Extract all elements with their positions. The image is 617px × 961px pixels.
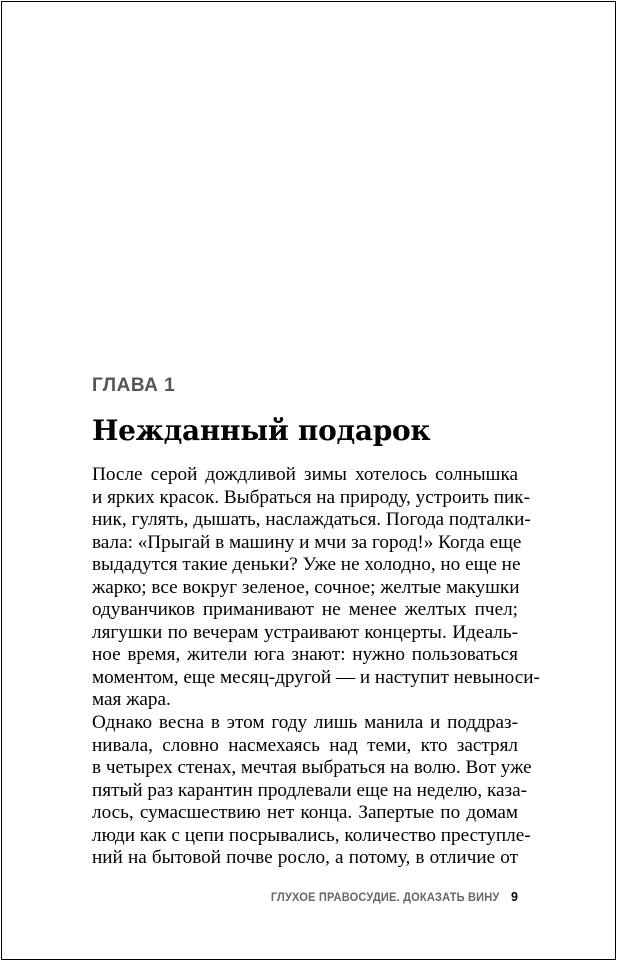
chapter-label: ГЛАВА 1 [92,375,176,396]
text-line: мая жара. [92,689,171,711]
text-line: нивала, словно насмехаясь над теми, кто застрял [92,734,518,756]
text-line: в четырех стенах, мечтая выбраться на волю. Вот уже [92,757,532,779]
text-line: и ярких красок. Выбраться на природу, устроить пик- [92,486,531,508]
text-line: пятый раз карантин продлевали еще на неделю, каза- [92,779,527,801]
text-line: моментом, еще месяц-другой — и наступит невыноси- [92,666,540,688]
text-line: люди как с цепи посрывались, количество преступле- [92,824,531,846]
page-footer [2,888,518,906]
text-line: лось, сумасшествию нет конца. Запертые по домам [92,802,518,824]
body-text [92,464,540,870]
text-line: лягушки по вечерам устраивают концерты. Идеаль- [92,621,518,643]
text-line: вала: «Прыгай в машину и мчи за город!» Когда еще [92,531,522,553]
text-line: одуванчиков приманивают не менее желтых пчел; [92,599,518,621]
book-page [1,1,616,960]
text-line: выдадутся такие деньки? Уже не холодно, но еще не [92,554,521,576]
text-line: Однако весна в этом году лишь манила и поддраз- [92,712,518,734]
text-line: ник, гулять, дышать, наслаждаться. Погода подталки- [92,509,531,531]
text-line: После серой дождливой зимы хотелось солнышка [92,464,518,485]
text-line: ное время, жители юга знают: нужно пользоваться [92,644,518,666]
running-title: ГЛУХОЕ ПРАВОСУДИЕ. ДОКАЗАТЬ ВИНУ [270,890,500,904]
page-number: 9 [511,890,518,904]
text-line: ний на бытовой почве росло, а потому, в отличие от [92,847,518,869]
text-line: жарко; все вокруг зеленое, сочное; желтые макушки [92,576,520,598]
chapter-title: Нежданный подарок [92,414,431,447]
